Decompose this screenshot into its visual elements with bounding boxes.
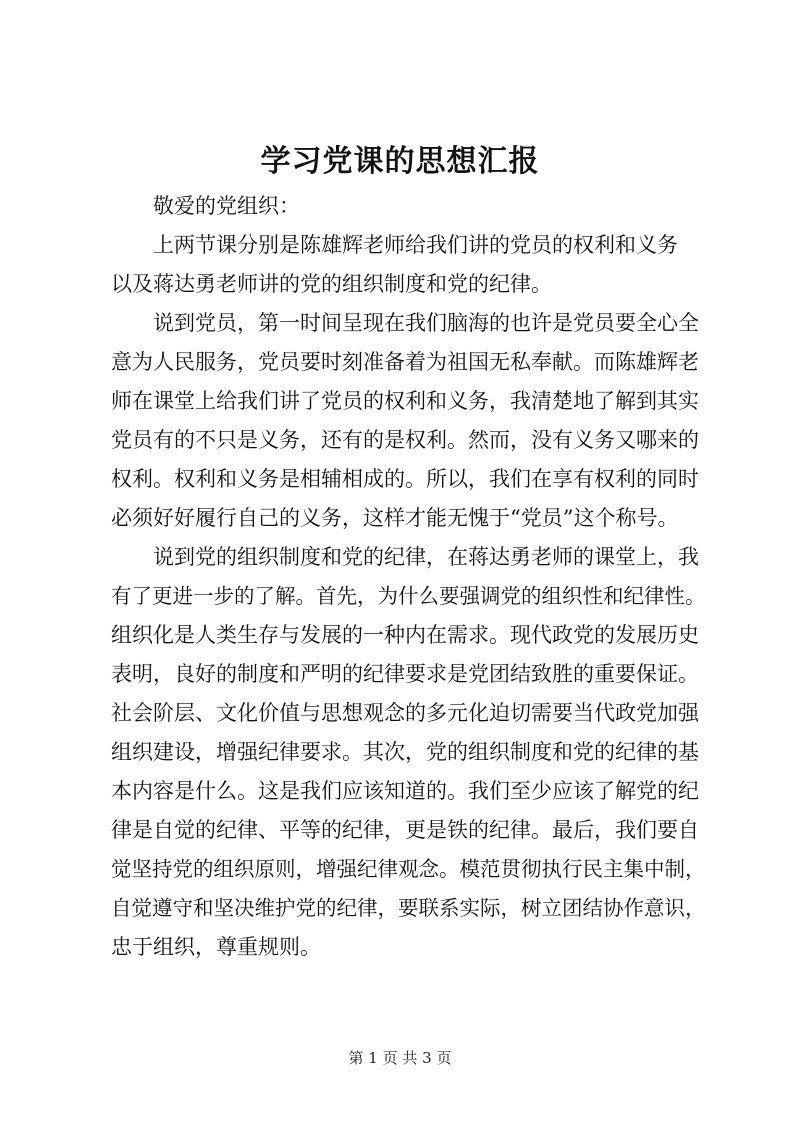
body-line: 觉坚持党的组织原则，增强纪律观念。模范贯彻执行民主集中制， bbox=[111, 857, 706, 881]
page-footer: 第 1 页 共 3 页 bbox=[348, 1049, 452, 1067]
document-title: 学习党课的思想汇报 bbox=[260, 144, 540, 179]
body-line: 意为人民服务，党员要时刻准备着为祖国无私奉献。而陈雄辉老 bbox=[111, 350, 699, 374]
body-line: 师在课堂上给我们讲了党员的权利和义务，我清楚地了解到其实 bbox=[111, 389, 699, 413]
body-line: 说到党的组织制度和党的纪律，在蒋达勇老师的课堂上，我 bbox=[153, 545, 699, 569]
body-line: 有了更进一步的了解。首先，为什么要强调党的组织性和纪律性。 bbox=[111, 584, 706, 608]
body-line: 本内容是什么。这是我们应该知道的。我们至少应该了解党的纪 bbox=[111, 779, 699, 803]
body-line: 组织化是人类生存与发展的一种内在需求。现代政党的发展历史 bbox=[111, 623, 699, 647]
body-line: 社会阶层、文化价值与思想观念的多元化迫切需要当代政党加强 bbox=[111, 701, 699, 725]
body-line: 必须好好履行自己的义务，这样才能无愧于“党员”这个称号。 bbox=[111, 506, 679, 530]
body-line: 律是自觉的纪律、平等的纪律，更是铁的纪律。最后，我们要自 bbox=[111, 818, 699, 842]
document-body bbox=[111, 187, 711, 967]
body-line: 权利。权利和义务是相辅相成的。所以，我们在享有权利的同时 bbox=[111, 467, 699, 491]
body-line: 以及蒋达勇老师讲的党的组织制度和党的纪律。 bbox=[111, 272, 552, 296]
body-line: 表明，良好的制度和严明的纪律要求是党团结致胜的重要保证。 bbox=[111, 662, 699, 686]
body-line: 说到党员，第一时间呈现在我们脑海的也许是党员要全心全 bbox=[153, 311, 699, 335]
body-line: 上两节课分别是陈雄辉老师给我们讲的党员的权利和义务 bbox=[153, 233, 678, 257]
body-line: 忠于组织，尊重规则。 bbox=[111, 935, 321, 959]
body-line: 组织建设，增强纪律要求。其次，党的组织制度和党的纪律的基 bbox=[111, 740, 699, 764]
body-line: 党员有的不只是义务，还有的是权利。然而，没有义务又哪来的 bbox=[111, 428, 699, 452]
body-line: 自觉遵守和坚决维护党的纪律，要联系实际，树立团结协作意识， bbox=[111, 896, 706, 920]
body-line: 敬爱的党组织： bbox=[153, 194, 300, 218]
